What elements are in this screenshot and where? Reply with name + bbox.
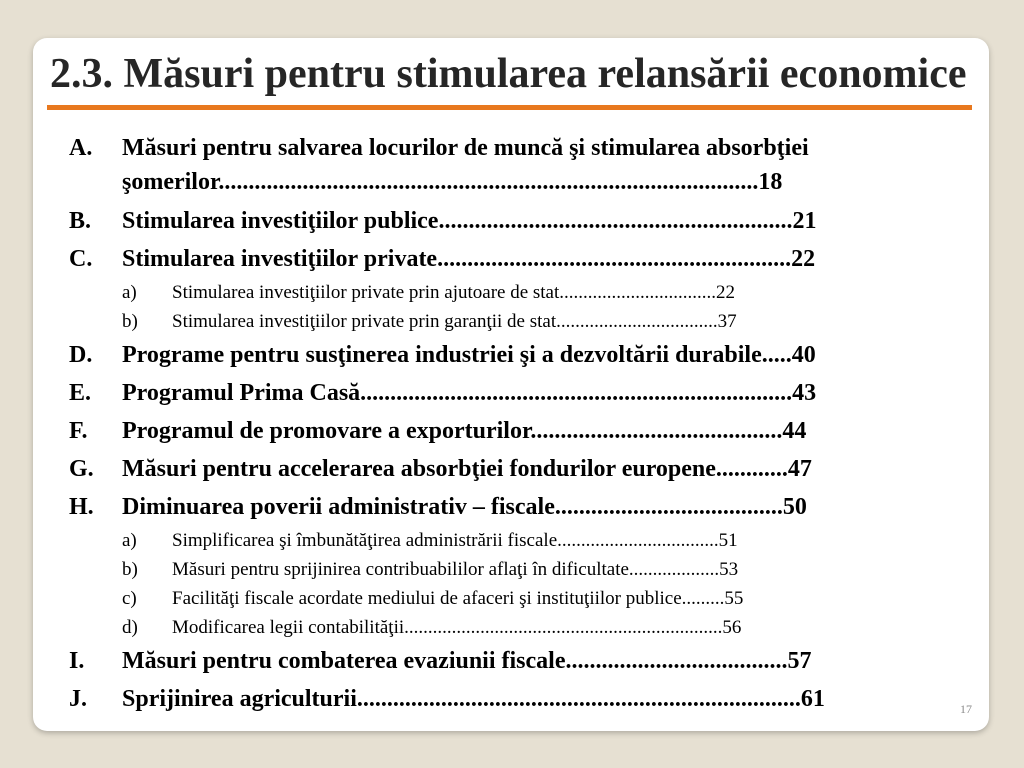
toc-label: I. <box>69 648 85 674</box>
toc-text: Programul Prima Casă........................................................................43 <box>122 380 817 406</box>
toc-label: A. <box>69 135 93 161</box>
toc-label: a) <box>122 530 137 551</box>
toc-text: Măsuri pentru combaterea evaziunii fiscale.....................................57 <box>122 648 812 674</box>
toc-item-g <box>69 450 969 488</box>
toc-item-a-continuation <box>69 166 969 202</box>
toc-text: Programul de promovare a exporturilor..........................................44 <box>122 418 807 444</box>
toc-subitem-c-a <box>69 278 969 307</box>
toc-item-j <box>69 680 969 718</box>
toc-text: Diminuarea poverii administrativ – fiscale......................................50 <box>122 494 807 520</box>
slide-title: 2.3. Măsuri pentru stimularea relansării economice <box>50 51 967 97</box>
toc-text: Măsuri pentru salvarea locurilor de muncă şi stimularea absorbţiei <box>122 135 809 161</box>
toc-text: Facilităţi fiscale acordate mediului de afaceri şi instituţiilor publice.........55 <box>172 588 744 609</box>
toc-text: Stimularea investiţiilor private prin garanţii de stat..................................37 <box>172 311 737 332</box>
toc-label: d) <box>122 617 138 638</box>
toc-item-d <box>69 336 969 374</box>
toc-text: Modificarea legii contabilităţii...................................................................56 <box>172 617 742 638</box>
toc-label: H. <box>69 494 94 520</box>
toc-item-e <box>69 374 969 412</box>
toc-item-i <box>69 642 969 680</box>
toc-label: B. <box>69 208 92 234</box>
toc-label: E. <box>69 380 92 406</box>
page-number: 17 <box>960 702 972 716</box>
toc-subitem-h-a <box>69 526 969 555</box>
toc-text: Măsuri pentru accelerarea absorbţiei fondurilor europene............47 <box>122 456 812 482</box>
toc-label: G. <box>69 456 94 482</box>
toc-text-continuation: şomerilor..........................................................................................18 <box>122 169 783 195</box>
toc-label: b) <box>122 311 138 332</box>
slide <box>33 38 989 731</box>
toc-label: b) <box>122 559 138 580</box>
toc-subitem-h-d <box>69 613 969 642</box>
toc-subitem-h-c <box>69 584 969 613</box>
toc-label: C. <box>69 246 93 272</box>
toc-subitem-c-b <box>69 307 969 336</box>
toc-subitem-h-b <box>69 555 969 584</box>
toc-label: a) <box>122 282 137 303</box>
toc-label: D. <box>69 342 93 368</box>
toc-item-h <box>69 488 969 526</box>
toc-text: Sprijinirea agriculturii..........................................................................61 <box>122 686 825 712</box>
toc-text: Stimularea investiţiilor publice...........................................................21 <box>122 208 817 234</box>
toc-item-a <box>69 130 969 166</box>
toc-text: Măsuri pentru sprijinirea contribuabililor aflaţi în dificultate...................53 <box>172 559 739 580</box>
toc-item-b <box>69 202 969 240</box>
table-of-contents <box>69 130 969 718</box>
toc-label: J. <box>69 686 87 712</box>
title-underline <box>47 105 972 110</box>
toc-label: c) <box>122 588 137 609</box>
toc-text: Stimularea investiţiilor private...........................................................22 <box>122 246 816 272</box>
toc-text: Programe pentru susţinerea industriei şi a dezvoltării durabile.....40 <box>122 342 816 368</box>
toc-text: Stimularea investiţiilor private prin ajutoare de stat.................................22 <box>172 282 736 303</box>
toc-label: F. <box>69 418 88 444</box>
toc-item-c <box>69 240 969 278</box>
toc-text: Simplificarea şi îmbunătăţirea administrării fiscale..................................51 <box>172 530 738 551</box>
toc-item-f <box>69 412 969 450</box>
